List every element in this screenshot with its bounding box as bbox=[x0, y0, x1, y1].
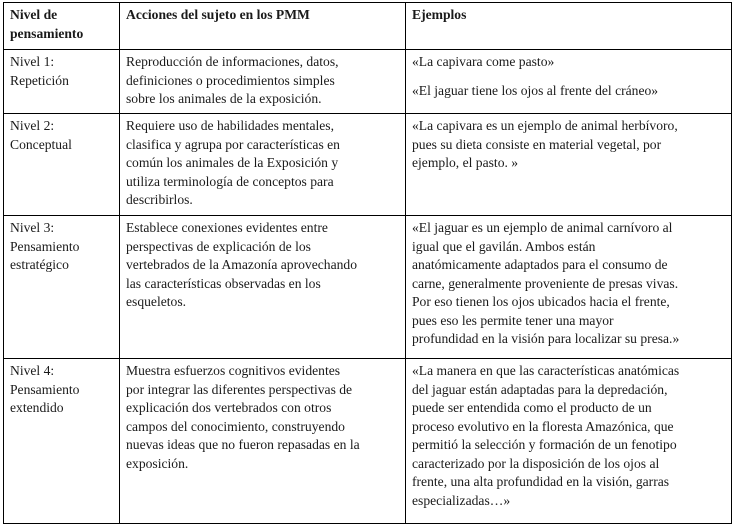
level-cell bbox=[4, 50, 120, 114]
table-row bbox=[4, 216, 732, 359]
actions-cell bbox=[120, 114, 406, 216]
table-row bbox=[4, 50, 732, 114]
actions-line: utiliza terminología de conceptos para bbox=[126, 173, 334, 189]
level-line: extendido bbox=[10, 400, 64, 415]
examples-line: anatómicamente adaptados para el consumo de bbox=[412, 257, 668, 272]
actions-line: por integrar las diferentes perspectivas de bbox=[126, 381, 353, 397]
header-level-line: pensamiento bbox=[10, 25, 84, 41]
table-row bbox=[4, 114, 732, 216]
table-row bbox=[4, 359, 732, 524]
level-line: Repetición bbox=[10, 72, 69, 88]
level-line: Nivel 2: bbox=[10, 118, 55, 133]
header-examples bbox=[406, 3, 732, 50]
examples-cell bbox=[406, 359, 732, 524]
examples-line: pues su dieta consiste en material vegetal, por bbox=[412, 136, 662, 152]
level-line: Conceptual bbox=[10, 136, 72, 152]
actions-line: Requiere uso de habilidades mentales, bbox=[126, 118, 334, 133]
actions-cell bbox=[120, 359, 406, 524]
header-level bbox=[4, 3, 120, 50]
actions-line: esqueletos. bbox=[126, 294, 187, 309]
level-line: Nivel 1: bbox=[10, 54, 55, 69]
actions-line: vertebrados de la Amazonía aprovechando bbox=[126, 257, 357, 272]
examples-cell bbox=[406, 114, 732, 216]
examples-line: especializadas…» bbox=[412, 492, 511, 508]
actions-line: nuevas ideas que no fueron repasadas en la bbox=[126, 437, 360, 452]
actions-line: perspectivas de explicación de los bbox=[126, 238, 311, 254]
level-cell bbox=[4, 216, 120, 359]
actions-line: campos del conocimiento, construyendo bbox=[126, 418, 345, 434]
examples-line: carne, generalmente proveniente de presas vivas. bbox=[412, 275, 679, 291]
header-examples-text: Ejemplos bbox=[412, 7, 467, 22]
examples-line: «El jaguar es un ejemplo de animal carnívoro al bbox=[412, 220, 673, 235]
actions-cell bbox=[120, 50, 406, 114]
examples-line: «La manera en que las características anatómicas bbox=[412, 363, 680, 378]
actions-line: explicación dos vertebrados con otros bbox=[126, 400, 332, 415]
level-cell bbox=[4, 114, 120, 216]
examples-line: caracterizado por la disposición de los ojos al bbox=[412, 455, 660, 471]
examples-line: «La capivara come pasto» bbox=[412, 54, 555, 69]
actions-line: Establece conexiones evidentes entre bbox=[126, 220, 328, 235]
examples-cell bbox=[406, 50, 732, 114]
actions-line: común los animales de la Exposición y bbox=[126, 155, 339, 170]
actions-line: las características observadas en los bbox=[126, 275, 321, 291]
actions-cell bbox=[120, 216, 406, 359]
level-line: Pensamiento bbox=[10, 238, 80, 254]
examples-line: «El jaguar tiene los ojos al frente del cráneo» bbox=[412, 82, 659, 98]
actions-line: clasifica y agrupa por características en bbox=[126, 136, 340, 152]
examples-line: puede ser entendida como el producto de un bbox=[412, 400, 652, 415]
examples-line: pues eso les permite tener una mayor bbox=[412, 312, 614, 328]
examples-line: permitió la selección y formación de un fenotipo bbox=[412, 437, 677, 452]
examples-line: del jaguar están adaptadas para la depredación, bbox=[412, 381, 668, 397]
actions-line: exposición. bbox=[126, 455, 189, 471]
examples-line: ejemplo, el pasto. » bbox=[412, 155, 519, 170]
examples-line: «La capivara es un ejemplo de animal herbívoro, bbox=[412, 118, 678, 133]
actions-line: describirlos. bbox=[126, 192, 193, 207]
actions-line: definiciones o procedimientos simples bbox=[126, 72, 335, 88]
actions-line: sobre los animales de la exposición. bbox=[126, 91, 322, 106]
header-actions-text: Acciones del sujeto en los PMM bbox=[126, 7, 310, 22]
examples-line: profundidad en la visión para localizar su presa.» bbox=[412, 331, 680, 346]
actions-line: Reproducción de informaciones, datos, bbox=[126, 54, 339, 69]
level-line: estratégico bbox=[10, 257, 69, 272]
header-level-line: Nivel de bbox=[10, 7, 58, 22]
actions-line: Muestra esfuerzos cognitivos evidentes bbox=[126, 363, 341, 378]
level-line: Pensamiento bbox=[10, 381, 80, 397]
level-line: Nivel 4: bbox=[10, 363, 55, 378]
examples-line: igual que el gavilán. Ambos están bbox=[412, 238, 596, 254]
thinking-levels-table bbox=[3, 2, 732, 524]
level-line: Nivel 3: bbox=[10, 220, 55, 235]
level-cell bbox=[4, 359, 120, 524]
header-row bbox=[4, 3, 732, 50]
examples-line: proceso evolutivo en la floresta Amazónica, que bbox=[412, 418, 674, 434]
header-actions bbox=[120, 3, 406, 50]
examples-cell bbox=[406, 216, 732, 359]
examples-line: Por eso tienen los ojos ubicados hacia el frente, bbox=[412, 294, 670, 309]
examples-line: frente, una alta profundidad en la visión, garras bbox=[412, 474, 670, 489]
